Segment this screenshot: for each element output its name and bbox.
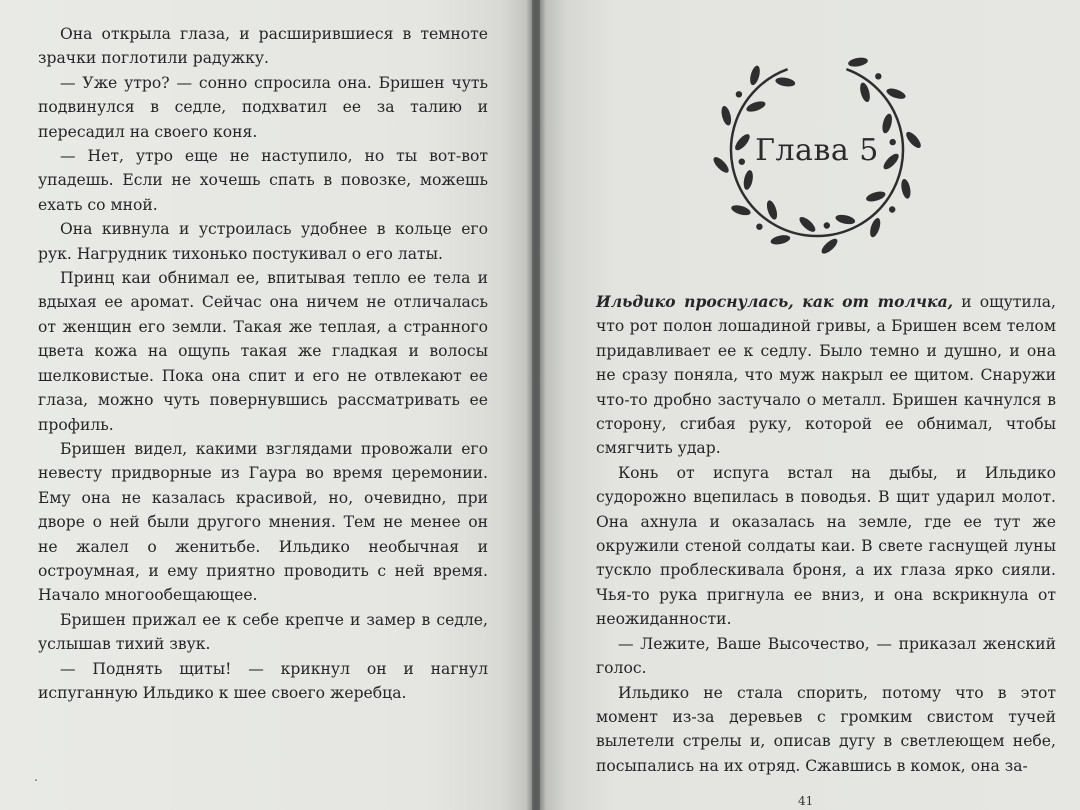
paragraph: Ильдико не стала спорить, потому что в этот момент из-за деревьев с громким свистом тучей вылетели стрелы и, описав дугу в светлеющем небе, посыпались на их отряд. Сжавшись в комок, она за- <box>596 683 1056 775</box>
chapter-title: Глава 5 <box>755 133 879 168</box>
paragraph: — Поднять щиты! — крикнул он и нагнул испуганную Ильдико к шее своего жеребца. <box>38 659 488 702</box>
book-gutter <box>526 0 546 810</box>
wreath-leaf <box>858 82 871 104</box>
paragraph: Она открыла глаза, и расширившиеся в темноте зрачки поглотили радужку. <box>38 25 488 68</box>
wreath-leaf <box>797 215 817 235</box>
left-page-text <box>38 22 488 705</box>
paragraph: Она кивнула и устроилась удобнее в кольце его рук. Нагрудник тихонько постукивал о его латы. <box>38 220 488 263</box>
wreath-leaf <box>775 76 796 88</box>
lead-paragraph <box>596 290 1056 461</box>
page-number: 41 <box>798 794 814 808</box>
paragraph: — Лежите, Ваше Высочество, — приказал женский голос. <box>596 634 1056 678</box>
wreath-leaf <box>900 178 912 199</box>
wreath-leaf <box>765 199 779 221</box>
wreath-leaf <box>835 213 856 226</box>
right-page <box>540 0 1080 810</box>
wreath-leaf <box>819 236 839 256</box>
wreath-leaf <box>847 56 868 68</box>
wreath-leaf <box>770 233 791 246</box>
wreath-leaf <box>748 65 761 87</box>
wreath-leaf <box>865 190 887 204</box>
paragraph: — Нет, утро еще не наступило, но ты вот-вот упадешь. Если не хочешь спать в повозке, можешь ехать со мной. <box>38 147 488 214</box>
wreath-berry <box>756 224 762 230</box>
wreath-berry <box>889 206 895 212</box>
wreath-leaf <box>868 217 882 239</box>
paragraph: Бришен прижал ее к себе крепче и замер в седле, услышав тихий звук. <box>38 610 488 654</box>
wreath-leaf <box>885 86 907 101</box>
paragraph: Конь от испуга встал на дыбы, и Ильдико судорожно вцепилась в поводья. В щит ударил молот. Она ахнула и оказалась на земле, где ее тут же окружили стеной солдаты каи. В свете гаснущей луны тускло проблескивала броня, а их глаза ярко сияли. Чья-то рука пригнула ее вниз, и она вскрикнула от неожиданности. <box>596 463 1056 629</box>
paragraph: — Уже утро? — сонно спросила она. Бришен чуть подвинулся в седле, подхватил ее за талию и пересадил на своего коня. <box>38 73 488 141</box>
lead-text: и ощутила, что рот полон лошадиной гривы, а Бришен всем телом придавливает ее к седлу. Было темно и душно, и она не сразу поняла, что муж накрыл ее щитом. Снаружи что-то дробно застучало о металл. Бришен качнулся в сторону, сгибая руку, которой ее обнимал, чтобы смягчить удар. <box>596 293 1056 458</box>
right-page-text <box>596 290 1056 778</box>
wreath-leaf <box>730 203 752 217</box>
wreath-berry <box>875 73 881 79</box>
paragraph: Бришен видел, какими взглядами провожали его невесту придворные из Гаура во время церемонии. Ему она не казалась красивой, но, очевидно, при дворе о ней были другого мнения. Тем не менее он не жалел о женитьбе. Ильдико необычная и остроумная, и ему приятно проводить с ней время. Начало многообещающее. <box>38 439 488 605</box>
page-mark: . <box>34 770 38 784</box>
wreath-leaf <box>742 169 754 190</box>
wreath-leaf <box>745 99 767 114</box>
wreath-berry <box>824 222 830 228</box>
chapter-heading <box>702 40 932 260</box>
paragraph: Принц каи обнимал ее, впитывая тепло ее тела и вдыхая ее аромат. Сейчас она ничем не отличалась от женщин его земли. Такая же теплая, а странного цвета кожа на ощупь такая же гладкая и волосы шелковистые. Пока она спит и его не отвлекают ее глаза, можно чуть повернувшись рассматривать ее профиль. <box>38 269 488 434</box>
wreath-leaf <box>720 105 733 126</box>
left-page <box>0 0 532 810</box>
wreath-leaf <box>881 113 894 134</box>
lead-bold-text: Ильдико проснулась, как от толчка, <box>596 292 954 311</box>
wreath-berry <box>736 91 742 97</box>
